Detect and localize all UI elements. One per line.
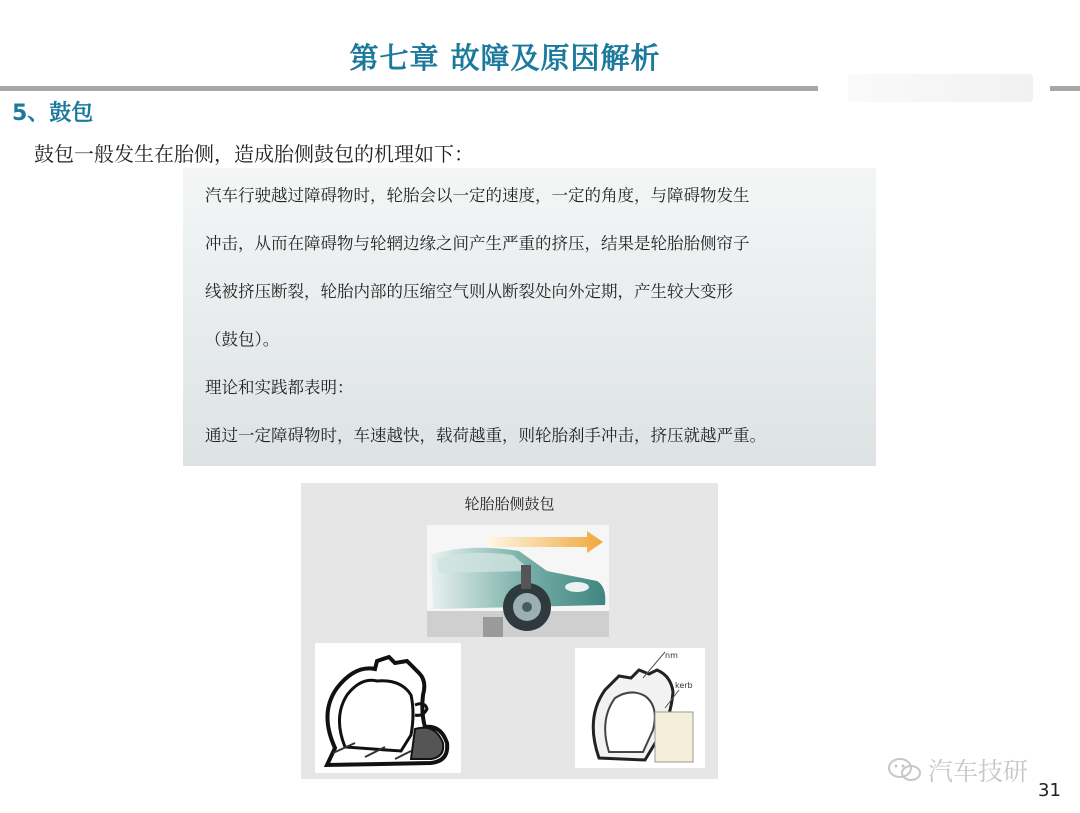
explanation-line: 线被挤压断裂，轮胎内部的压缩空气则从断裂处向外定期，产生较大变形 xyxy=(205,282,733,301)
explanation-line: 通过一定障碍物时，车速越快，载荷越重，则轮胎刹手冲击，挤压就越严重。 xyxy=(205,426,766,445)
section-lead-text: 鼓包一般发生在胎侧，造成胎侧鼓包的机理如下： xyxy=(34,142,474,166)
car-hitting-curb-illustration xyxy=(427,525,609,637)
slide-title: 第七章 故障及原因解析 xyxy=(349,41,661,75)
figure-caption: 轮胎胎侧鼓包 xyxy=(464,495,555,513)
title-divider xyxy=(0,86,818,91)
explanation-line: 理论和实践都表明： xyxy=(205,378,354,397)
watermark-text: 汽车技研 xyxy=(928,757,1029,786)
page-number: 31 xyxy=(1038,780,1061,801)
wechat-watermark xyxy=(888,752,1028,788)
explanation-line: 汽车行驶越过障碍物时，轮胎会以一定的速度，一定的角度，与障碍物发生 xyxy=(205,186,750,205)
explanation-box xyxy=(183,168,876,466)
explanation-line: （鼓包）。 xyxy=(205,330,280,349)
title-divider-right xyxy=(1050,86,1080,91)
tyre-bulge-figure xyxy=(301,483,718,779)
faded-logo-area xyxy=(848,74,1033,102)
tyre-kerb-contact-diagram xyxy=(575,648,705,768)
label-nm: nm xyxy=(665,651,678,660)
wechat-icon xyxy=(888,757,922,783)
tyre-bulge-cross-section-left xyxy=(315,643,461,773)
label-kerb: kerb xyxy=(675,681,693,690)
section-heading: 5、鼓包 xyxy=(12,101,94,126)
explanation-line: 冲击，从而在障碍物与轮辋边缘之间产生严重的挤压，结果是轮胎胎侧帘子 xyxy=(205,234,750,253)
